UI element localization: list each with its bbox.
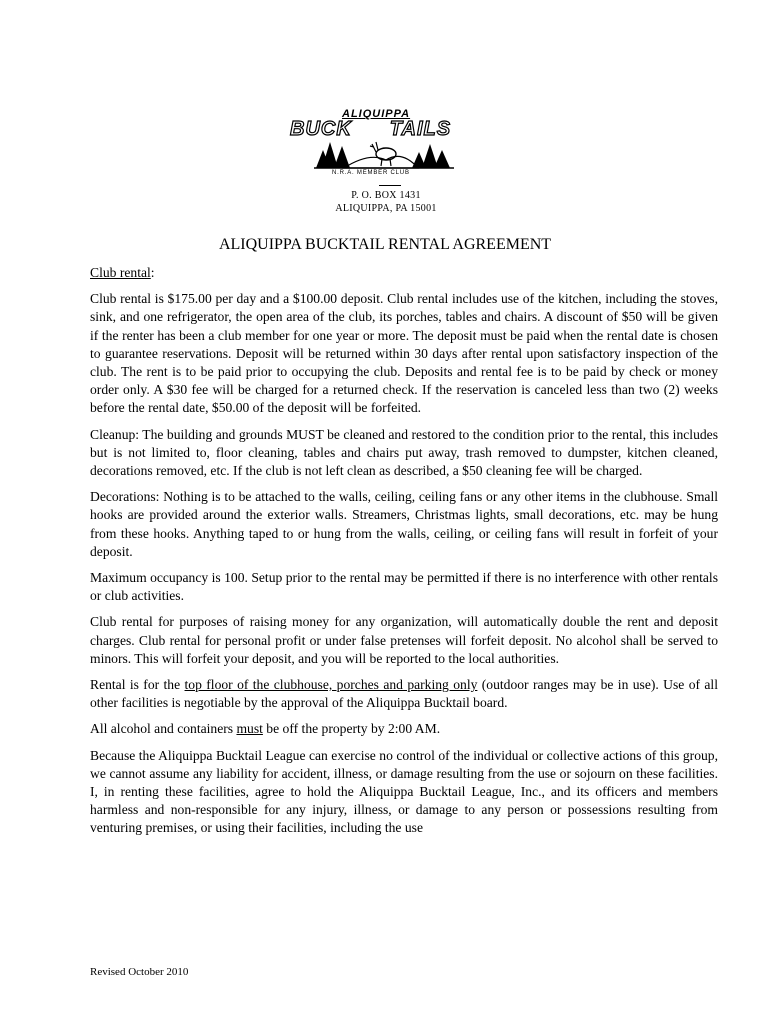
revision-footer: Revised October 2010 (90, 966, 189, 978)
rental-scope-pre: Rental is for the (90, 677, 185, 693)
alcohol-pre: All alcohol and containers (90, 721, 237, 737)
logo-sub-text: N.R.A. MEMBER CLUB (332, 170, 410, 176)
logo-main-left: BUCK (290, 118, 352, 140)
logo-divider (379, 185, 401, 186)
logo-main-text (290, 118, 451, 141)
address-line-1: P. O. BOX 1431 (351, 190, 421, 201)
document-body (90, 264, 718, 846)
club-rental-heading-colon: : (150, 265, 155, 280)
logo-top-text: ALIQUIPPA (342, 108, 411, 120)
paragraph-fundraising: Club rental for purposes of raising money for any organization, will automatically double the rent and deposit charges. Club rental for personal profit or under false pretenses will forfeit deposit. No alcohol shall be served to minors. This will forfeit your deposit, and you will be reported to the local authorities. (90, 614, 718, 666)
paragraph-rental-scope (90, 676, 718, 712)
document-title: ALIQUIPPA BUCKTAIL RENTAL AGREEMENT (218, 236, 552, 253)
paragraph-cleanup: Cleanup: The building and grounds MUST be cleaned and restored to the condition prior to the rental, this includes but is not limited to, floor cleaning, tables and chairs put away, trash removed to dumpster, kitchen cleaned, decorations removed, etc. If the club is not left clean as described, a $50 cleaning fee will be charged. (90, 426, 718, 479)
alcohol-post: be off the property by 2:00 AM. (262, 721, 441, 737)
paragraph-fees: Club rental is $175.00 per day and a $100.00 deposit. Club rental includes use of the kitchen, including the stoves, sink, and one refrigerator, the open area of the club, its porches, tables and chairs. A discount of $50 will be given if the renter has been a club member for one year or more. The deposit must be paid when the rental date is chosen to guarantee reservations. Deposit will be returned within 30 days after rental upon satisfactory inspection of the club. The rent is to be paid prior to occupying the club. Deposits and rental fee is to be paid by check or money order only. A $30 fee will be charged for a returned check. If the reservation is canceled less than two (2) weeks before the rental date, $50.00 of the deposit will be forfeited. (90, 291, 718, 416)
paragraph-liability: Because the Aliquippa Bucktail League can exercise no control of the individual or collective actions of this group, we cannot assume any liability for accident, illness, or damage resulting from the use or sojourn on these facilities. I, in renting these facilities, agree to hold the Aliquippa Bucktail League, Inc., and its officers and members harmless and non-responsible for any injury, illness, or damage to any person or possessions resulting from venturing premises, or using their facilities, including the use (90, 747, 718, 836)
club-logo (286, 100, 486, 220)
rental-scope-underlined: top floor of the clubhouse, porches and parking only (184, 677, 478, 693)
address-line-2: ALIQUIPPA, PA 15001 (335, 203, 437, 214)
club-rental-heading (90, 264, 718, 282)
paragraph-alcohol (90, 720, 718, 738)
paragraph-decorations: Decorations: Nothing is to be attached to the walls, ceiling, ceiling fans or any other items in the clubhouse. Small hooks are provided around the exterior walls. Streamers, Christmas lights, small decorations, etc. may be hung from these hooks. Anything taped to or hung from the walls, ceiling, or ceiling fans will result in forfeit of your deposit. (90, 489, 718, 559)
rental-scope-post: (outdoor ranges may be in use). Use of all other facilities is negotiable by the approval of the Aliquippa Bucktail board. (90, 677, 718, 711)
club-rental-heading-text: Club rental (90, 265, 151, 280)
alcohol-underlined: must (236, 721, 263, 737)
logo-main-right: TAILS (389, 118, 452, 140)
paragraph-occupancy: Maximum occupancy is 100. Setup prior to the rental may be permitted if there is no interference with other rentals or club activities. (90, 570, 718, 604)
